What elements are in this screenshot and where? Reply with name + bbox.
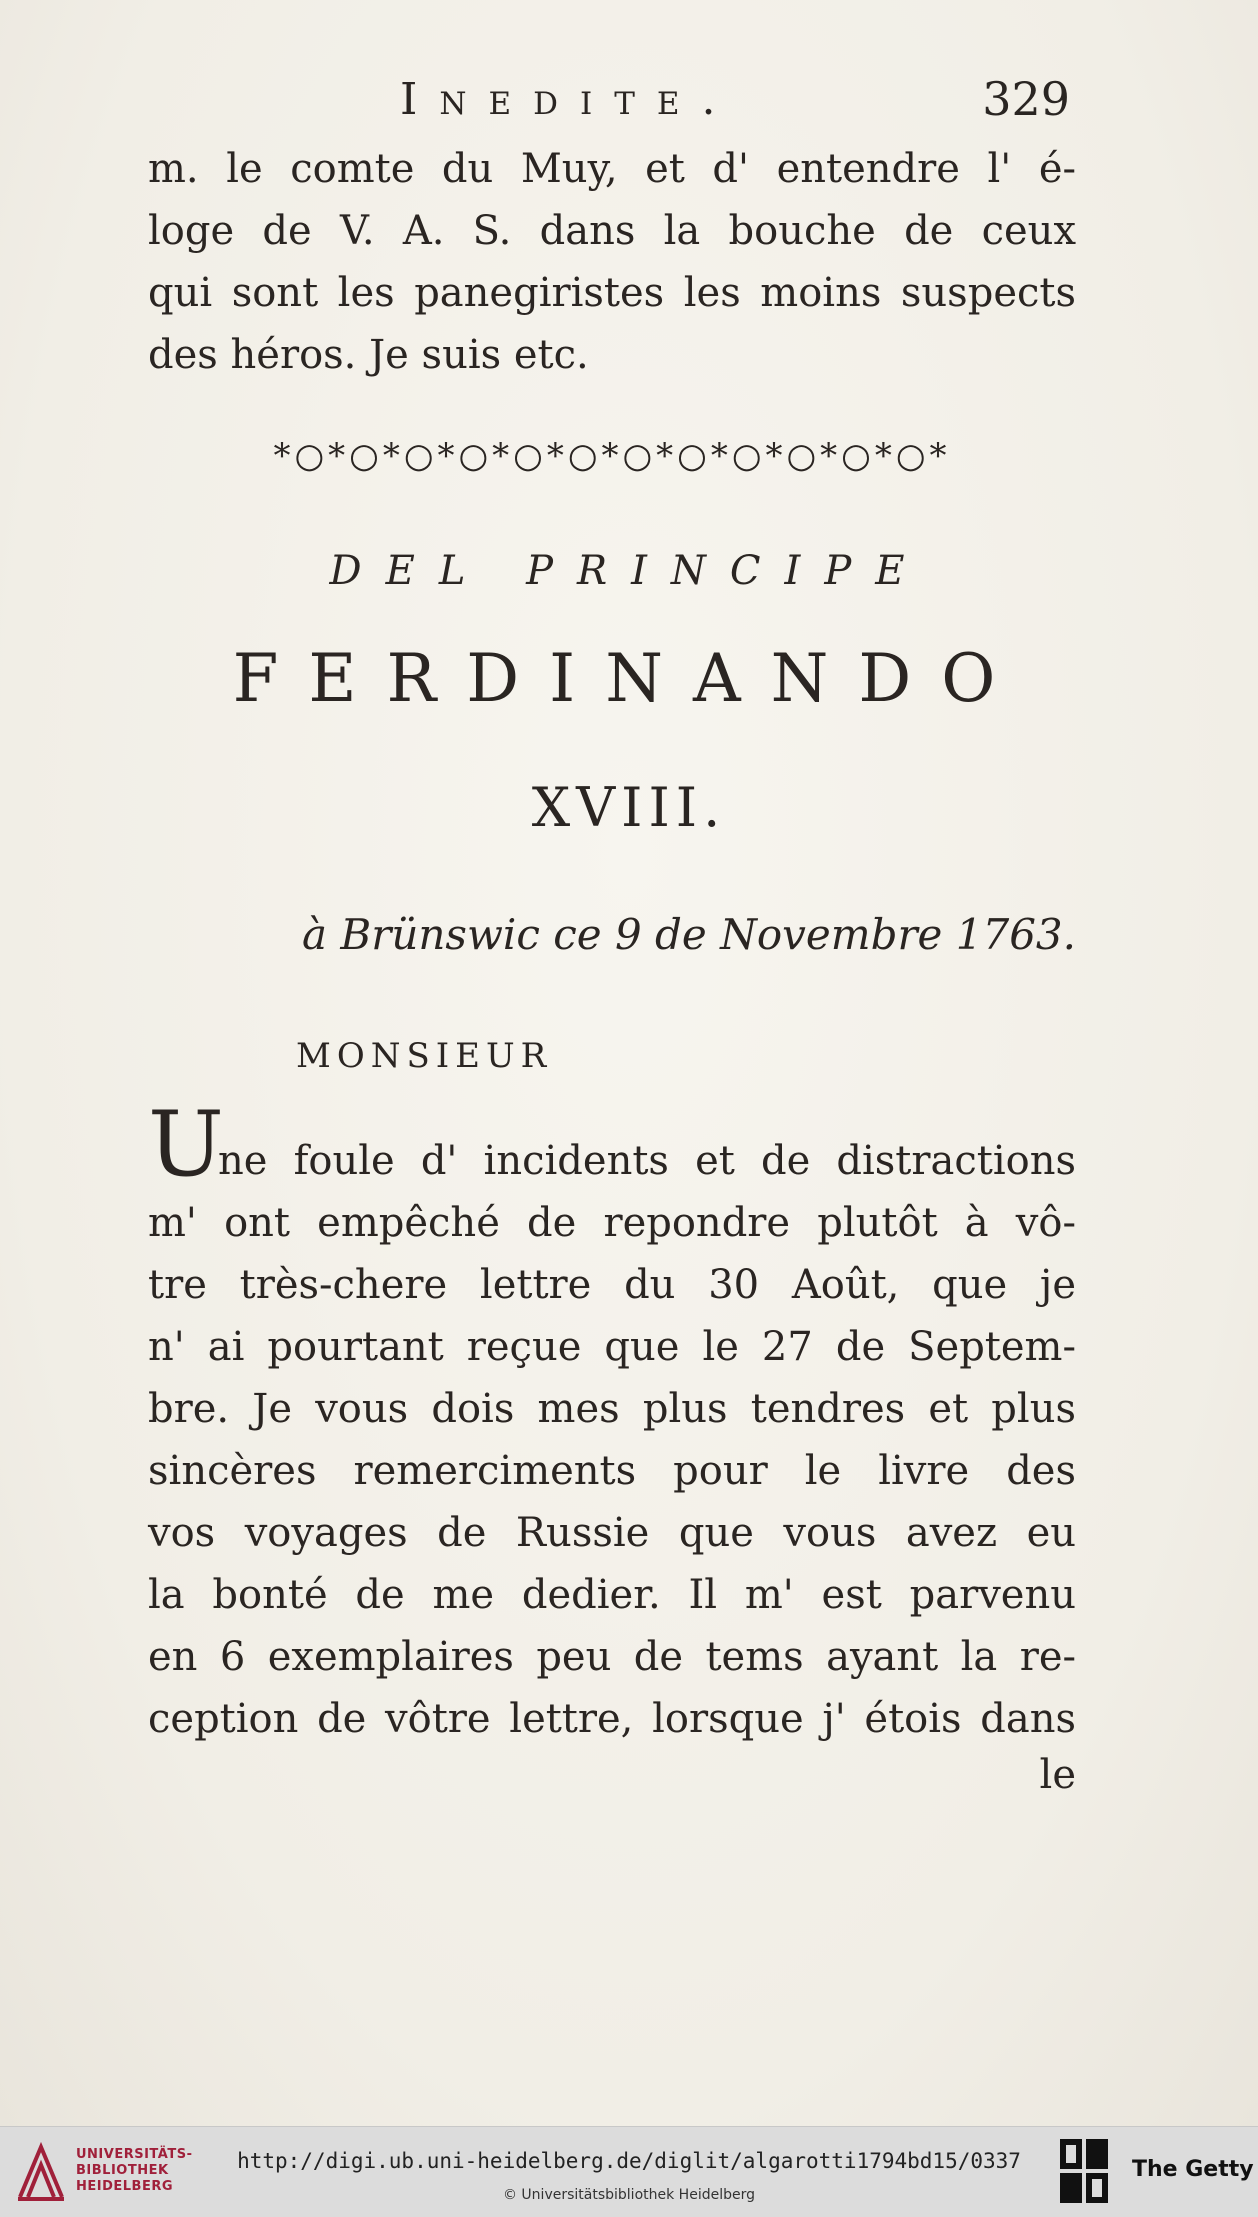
text-line: la bonté de me dedier. Il m' est parvenu xyxy=(148,1572,1076,1618)
getty-logo-icon xyxy=(1058,2137,1110,2207)
letter-title-line3: XVIII. xyxy=(531,776,727,839)
text-line: ception de vôtre lettre, lorsque j' étois dans xyxy=(148,1696,1076,1742)
page-number: 329 xyxy=(982,72,1070,126)
text-line: vos voyages de Russie que vous avez eu xyxy=(148,1510,1076,1556)
library-name: UNIVERSITÄTS- BIBLIOTHEK HEIDELBERG xyxy=(76,2147,193,2194)
text-line: m. le comte du Muy, et d' entendre l' é- xyxy=(148,146,1076,192)
text-line: n' ai pourtant reçue que le 27 de Septem- xyxy=(148,1324,1076,1370)
catchword: le xyxy=(1039,1752,1076,1798)
text-line: des héros. Je suis etc. xyxy=(148,332,589,378)
drop-capital: U xyxy=(148,1092,224,1197)
permalink-url[interactable]: http://digi.ub.uni-heidelberg.de/diglit/algarotti1794bd15/0337 xyxy=(237,2149,1021,2173)
text-line: ne foule d' incidents et de distractions xyxy=(218,1138,1076,1184)
text-line: en 6 exemplaires peu de tems ayant la re- xyxy=(148,1634,1076,1680)
ornament-divider: *○*○*○*○*○*○*○*○*○*○*○*○* xyxy=(273,436,951,476)
dateline: à Brünswic ce 9 de Novembre 1763. xyxy=(302,910,1076,959)
page-header xyxy=(150,70,1070,130)
salutation: MONSIEUR xyxy=(296,1036,553,1076)
partner-name: The Getty xyxy=(1132,2157,1254,2182)
text-line: tre très-chere lettre du 30 Août, que je xyxy=(148,1262,1076,1308)
letter-title-line2: FERDINANDO xyxy=(232,640,1026,717)
text-line: qui sont les panegiristes les moins suspects xyxy=(148,270,1076,316)
copyright-notice: © Universitätsbibliothek Heidelberg xyxy=(502,2187,755,2203)
viewer-footer xyxy=(0,2126,1258,2217)
text-line: m' ont empêché de repondre plutôt à vô- xyxy=(148,1200,1076,1246)
letter-title-line1: DEL PRINCIPE xyxy=(329,548,929,594)
text-line: bre. Je vous dois mes plus tendres et plus xyxy=(148,1386,1076,1432)
running-title: Inedite. xyxy=(400,74,738,125)
text-line: loge de V. A. S. dans la bouche de ceux xyxy=(148,208,1076,254)
text-line: sincères remerciments pour le livre des xyxy=(148,1448,1076,1494)
